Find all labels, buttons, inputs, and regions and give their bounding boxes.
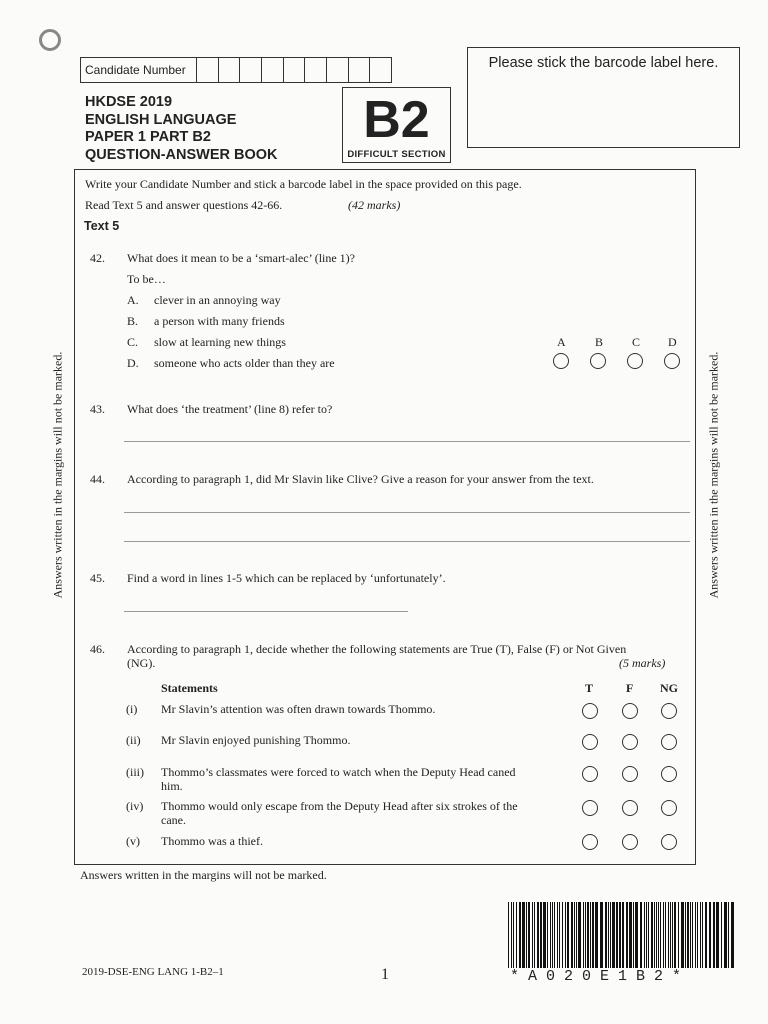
answer-bubble-false[interactable] — [622, 734, 638, 750]
barcode-bar — [731, 902, 734, 968]
answer-bubble-true[interactable] — [582, 734, 598, 750]
bubble-label: A — [557, 335, 566, 349]
answer-bubble-true[interactable] — [582, 703, 598, 719]
statement-text: Thommo’s classmates were forced to watch when the Deputy Head caned — [161, 765, 516, 779]
question-number: 44. — [90, 472, 105, 486]
answer-bubble-false[interactable] — [622, 834, 638, 850]
section-code: B2 — [363, 91, 430, 149]
barcode-bar — [700, 902, 701, 968]
barcode-bar — [540, 902, 542, 968]
barcode-bar — [654, 902, 655, 968]
barcode-bar — [537, 902, 539, 968]
column-label-true: T — [585, 681, 594, 695]
barcode-bar — [532, 902, 533, 968]
barcode-label-area — [467, 47, 740, 148]
title-line: QUESTION-ANSWER BOOK — [85, 146, 278, 163]
barcode-bar — [574, 902, 575, 968]
barcode-bar — [648, 902, 649, 968]
statement-text: Thommo would only escape from the Deputy Head after six strokes of the — [161, 799, 518, 813]
barcode-bar — [685, 902, 686, 968]
statement-text-continued: him. — [161, 779, 183, 793]
barcode-bar — [587, 902, 589, 968]
statement-number: (i) — [126, 702, 138, 716]
question-text-continued: (NG). — [127, 656, 156, 670]
answer-line[interactable] — [124, 512, 690, 513]
barcode-bar — [567, 902, 569, 968]
bubble-label: C — [632, 335, 641, 349]
hole-punch — [39, 29, 61, 51]
statement-text: Thommo was a thief. — [161, 834, 263, 848]
barcode-graphic — [508, 902, 734, 968]
barcode-bar — [665, 902, 666, 968]
option-letter: B. — [127, 314, 139, 328]
candidate-digit-box[interactable] — [349, 58, 371, 82]
statement-text: Mr Slavin’s attention was often drawn towards Thommo. — [161, 702, 436, 716]
title-line: PAPER 1 PART B2 — [85, 129, 211, 145]
barcode-bar — [562, 902, 563, 968]
bubble-label: B — [595, 335, 604, 349]
barcode-bar — [559, 902, 560, 968]
answer-bubble-not-given[interactable] — [661, 834, 677, 850]
answer-bubble-true[interactable] — [582, 834, 598, 850]
barcode-bar — [728, 902, 729, 968]
answer-bubble-a[interactable] — [553, 353, 569, 369]
statements-header: Statements — [161, 681, 218, 695]
barcode-bar — [519, 902, 521, 968]
section-badge — [342, 87, 451, 163]
margins-note: Answers written in the margins will not be marked. — [80, 868, 327, 882]
answer-line[interactable] — [124, 611, 408, 612]
statement-number: (iii) — [126, 765, 144, 779]
answer-bubble-not-given[interactable] — [661, 734, 677, 750]
candidate-digit-box[interactable] — [305, 58, 327, 82]
barcode-bar — [565, 902, 566, 968]
barcode-bar — [692, 902, 693, 968]
barcode-bar — [543, 902, 546, 968]
option-text: someone who acts older than they are — [154, 356, 335, 370]
barcode-bar — [554, 902, 555, 968]
barcode-bar — [608, 902, 609, 968]
left-margin-note: Answers written in the margins will not be marked. — [50, 351, 65, 599]
barcode-bar — [644, 902, 645, 968]
barcode-bar — [709, 902, 711, 968]
barcode-bar — [590, 902, 591, 968]
barcode-bar — [663, 902, 664, 968]
barcode-bar — [656, 902, 657, 968]
candidate-digit-box[interactable] — [197, 58, 219, 82]
question-text: According to paragraph 1, decide whether the following statements are True (T), False (F) or Not Given — [127, 642, 627, 656]
paper-title — [85, 94, 278, 164]
barcode-bar — [695, 902, 696, 968]
barcode-bar — [716, 902, 719, 968]
statement-text: Mr Slavin enjoyed punishing Thommo. — [161, 733, 351, 747]
question-number: 46. — [90, 642, 105, 656]
barcode-bar — [595, 902, 598, 968]
question-number: 45. — [90, 571, 105, 585]
barcode-bar — [646, 902, 647, 968]
barcode-bar — [690, 902, 691, 968]
barcode-bar — [552, 902, 553, 968]
statement-number: (ii) — [126, 733, 141, 747]
title-line: HKDSE 2019 — [85, 94, 173, 110]
barcode-bar — [681, 902, 684, 968]
option-letter: A. — [127, 293, 139, 307]
answer-bubble-false[interactable] — [622, 766, 638, 782]
candidate-number-label: Candidate Number — [81, 58, 197, 82]
barcode-bar — [583, 902, 584, 968]
barcode-bar — [578, 902, 581, 968]
barcode-bar — [526, 902, 527, 968]
candidate-digit-box[interactable] — [327, 58, 349, 82]
paper-code: 2019-DSE-ENG LANG 1-B2–1 — [82, 966, 224, 978]
question-text: According to paragraph 1, did Mr Slavin like Clive? Give a reason for your answer from the text. — [127, 472, 594, 486]
barcode-bar — [511, 902, 512, 968]
barcode-bar — [705, 902, 707, 968]
barcode-bar — [513, 902, 514, 968]
barcode-bar — [635, 902, 638, 968]
text-heading: Text 5 — [84, 219, 120, 233]
barcode-bar — [528, 902, 530, 968]
barcode-bar — [557, 902, 558, 968]
question-text: What does ‘the treatment’ (line 8) refer to? — [127, 402, 333, 416]
barcode-bar — [508, 902, 509, 968]
barcode-bar — [576, 902, 577, 968]
answer-bubble-false[interactable] — [622, 800, 638, 816]
barcode-bar — [522, 902, 525, 968]
question-marks: (5 marks) — [619, 656, 666, 670]
answer-bubble-true[interactable] — [582, 800, 598, 816]
barcode-bar — [612, 902, 615, 968]
answer-bubble-c[interactable] — [627, 353, 643, 369]
instruction-line-2: Read Text 5 and answer questions 42-66. — [85, 198, 283, 212]
answer-bubble-not-given[interactable] — [661, 703, 677, 719]
option-text: slow at learning new things — [154, 335, 286, 349]
bubble-label: D — [668, 335, 677, 349]
statement-number: (iv) — [126, 799, 144, 813]
candidate-digit-box[interactable] — [370, 58, 391, 82]
barcode-number: *A020E1B2* — [510, 968, 691, 985]
barcode-bar — [713, 902, 715, 968]
option-letter: D. — [127, 356, 139, 370]
barcode-bar — [668, 902, 669, 968]
barcode-bar — [678, 902, 679, 968]
answer-bubble-b[interactable] — [590, 353, 606, 369]
question-text: What does it mean to be a ‘smart-alec’ (line 1)? — [127, 251, 356, 265]
barcode-bar — [633, 902, 634, 968]
candidate-digit-box[interactable] — [262, 58, 284, 82]
answer-bubble-not-given[interactable] — [661, 766, 677, 782]
column-label-not-given: NG — [660, 681, 678, 695]
answer-bubble-false[interactable] — [622, 703, 638, 719]
barcode-bar — [534, 902, 535, 968]
section-name: DIFFICULT SECTION — [347, 149, 446, 160]
barcode-label-text: Please stick the barcode label here. — [488, 55, 719, 71]
question-frame — [74, 169, 696, 865]
candidate-number-field[interactable] — [80, 57, 392, 83]
barcode-bar — [674, 902, 676, 968]
barcode-bar — [547, 902, 548, 968]
statement-number: (v) — [126, 834, 140, 848]
barcode-bar — [600, 902, 603, 968]
barcode-bar — [629, 902, 632, 968]
barcode-bar — [550, 902, 551, 968]
barcode-bar — [670, 902, 671, 968]
answer-line[interactable] — [124, 441, 690, 442]
barcode-bar — [592, 902, 594, 968]
answer-line[interactable] — [124, 541, 690, 542]
barcode-bar — [585, 902, 586, 968]
title-line: ENGLISH LANGUAGE — [85, 111, 237, 128]
answer-bubble-true[interactable] — [582, 766, 598, 782]
barcode-bar — [660, 902, 661, 968]
barcode-bar — [640, 902, 642, 968]
barcode-bar — [616, 902, 618, 968]
barcode-bar — [658, 902, 659, 968]
barcode-bar — [651, 902, 653, 968]
barcode-bar — [610, 902, 611, 968]
answer-bubble-not-given[interactable] — [661, 800, 677, 816]
instruction-line-1: Write your Candidate Number and stick a barcode label in the space provided on this page. — [85, 177, 522, 191]
barcode-bar — [516, 902, 517, 968]
barcode-bar — [702, 902, 703, 968]
barcode-bar — [697, 902, 698, 968]
answer-bubble-d[interactable] — [664, 353, 680, 369]
barcode-bar — [672, 902, 673, 968]
candidate-digit-box[interactable] — [240, 58, 262, 82]
option-letter: C. — [127, 335, 139, 349]
barcode-bar — [619, 902, 621, 968]
right-margin-note: Answers written in the margins will not be marked. — [706, 351, 721, 599]
column-label-false: F — [626, 681, 634, 695]
candidate-digit-box[interactable] — [284, 58, 306, 82]
statement-text-continued: cane. — [161, 813, 186, 827]
total-marks: (42 marks) — [348, 198, 401, 212]
barcode-bar — [605, 902, 607, 968]
question-stem: To be… — [127, 272, 166, 286]
barcode-bar — [724, 902, 727, 968]
question-number: 43. — [90, 402, 105, 416]
barcode-bar — [687, 902, 689, 968]
barcode-bar — [622, 902, 624, 968]
option-text: a person with many friends — [154, 314, 285, 328]
barcode-bar — [721, 902, 722, 968]
question-number: 42. — [90, 251, 105, 265]
page-number: 1 — [381, 966, 389, 983]
option-text: clever in an annoying way — [154, 293, 281, 307]
barcode-bar — [626, 902, 628, 968]
barcode-bar — [571, 902, 573, 968]
question-text: Find a word in lines 1-5 which can be replaced by ‘unfortunately’. — [127, 571, 446, 585]
candidate-digit-box[interactable] — [219, 58, 241, 82]
